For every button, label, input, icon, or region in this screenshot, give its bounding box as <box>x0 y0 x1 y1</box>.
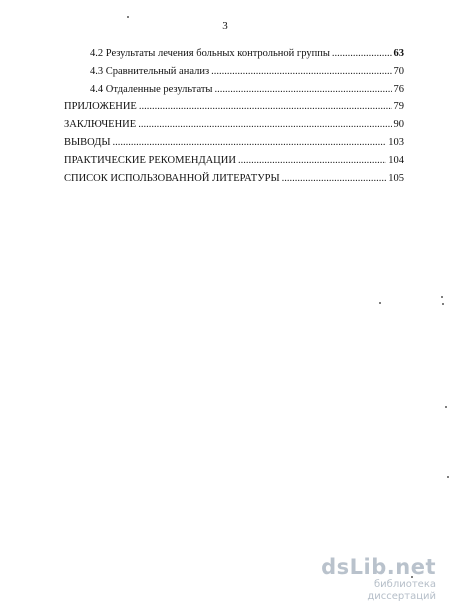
toc-entry-references[interactable] <box>64 172 404 185</box>
scan-speck <box>127 16 129 18</box>
scan-speck <box>441 296 443 298</box>
toc-entry-label: ПРИЛОЖЕНИЕ <box>64 101 137 112</box>
toc-entry-4-4[interactable] <box>90 83 404 96</box>
toc-leader-dots <box>215 83 392 96</box>
toc-entry-label: ВЫВОДЫ <box>64 137 111 148</box>
toc-entry-label: ПРАКТИЧЕСКИЕ РЕКОМЕНДАЦИИ <box>64 155 236 166</box>
watermark-subtitle: библиотека диссертаций <box>367 579 436 602</box>
toc-entry-page: 63 <box>393 48 404 59</box>
toc-entry-page: 70 <box>393 66 404 77</box>
scan-speck <box>445 406 447 408</box>
toc-entry-page: 105 <box>388 173 404 184</box>
toc-leader-dots <box>238 154 386 167</box>
toc-leader-dots <box>332 47 392 60</box>
scan-speck <box>447 476 449 478</box>
toc-leader-dots <box>113 136 387 149</box>
watermark <box>312 555 436 603</box>
toc-leader-dots <box>138 118 391 131</box>
scan-speck <box>442 303 444 305</box>
toc-entry-conclusion[interactable] <box>64 118 404 131</box>
toc-entry-page: 104 <box>388 155 404 166</box>
toc-entry-page: 79 <box>393 101 404 112</box>
watermark-logo: dsLib.net <box>321 555 436 579</box>
toc-entry-findings[interactable] <box>64 136 404 149</box>
toc-leader-dots <box>211 65 391 78</box>
toc-entry-appendix[interactable] <box>64 100 404 113</box>
toc-leader-dots <box>282 172 387 185</box>
toc-entry-label: ЗАКЛЮЧЕНИЕ <box>64 119 137 130</box>
toc-leader-dots <box>139 100 392 113</box>
toc-entry-label: 4.2 Результаты лечения больных контрольной группы <box>90 48 330 59</box>
toc-entry-label: 4.3 Сравнительный анализ <box>90 66 210 77</box>
scan-speck <box>379 302 381 304</box>
toc-entry-4-3[interactable] <box>90 65 404 78</box>
toc-entry-label: 4.4 Отдаленные результаты <box>90 84 213 95</box>
toc-entry-page: 103 <box>388 137 404 148</box>
toc-entry-4-2[interactable] <box>90 47 404 60</box>
page-number: 3 <box>222 20 228 32</box>
toc-entry-page: 76 <box>393 84 404 95</box>
toc-entry-label: СПИСОК ИСПОЛЬЗОВАННОЙ ЛИТЕРАТУРЫ <box>64 173 280 184</box>
toc-entry-page: 90 <box>393 119 404 130</box>
toc-entry-recommendations[interactable] <box>64 154 404 167</box>
